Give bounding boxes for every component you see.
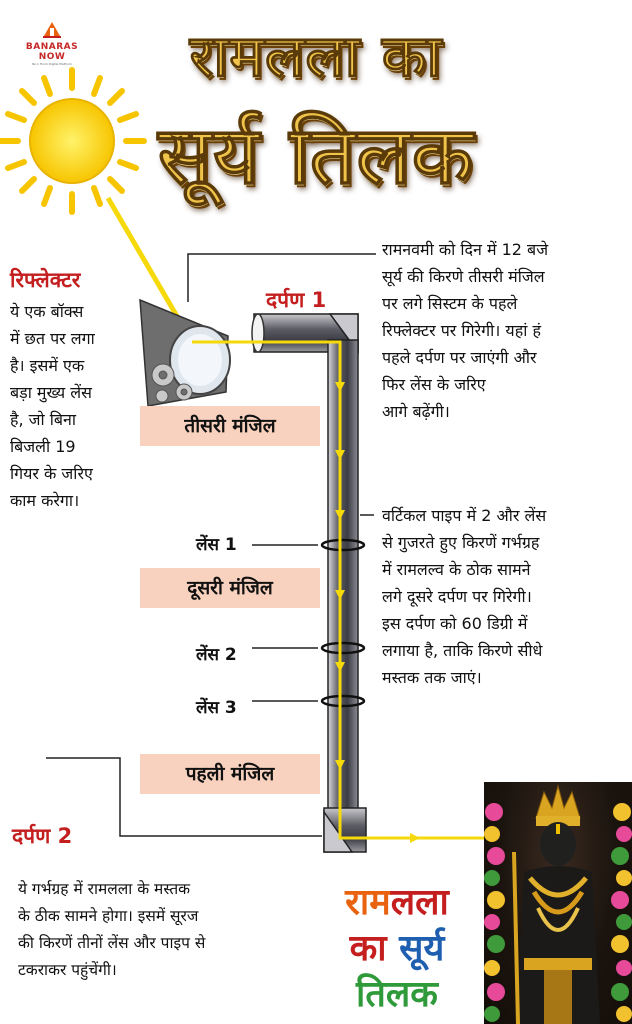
mirror-2-description bbox=[18, 876, 318, 984]
lens-2-label: लेंस 2 bbox=[196, 645, 237, 665]
logo-tagline: No.1 Hindi Digital Platform bbox=[32, 62, 72, 66]
logo-name-line1: BANARAS bbox=[25, 42, 79, 52]
note-middle bbox=[382, 502, 630, 691]
bottom-title-surya: सूर्य bbox=[399, 927, 445, 969]
lens-3-label: लेंस 3 bbox=[196, 698, 237, 718]
reflector-line: बिजली 19 bbox=[10, 437, 76, 456]
note-middle-line: लगाया है, ताकि किरणे सीधे bbox=[382, 641, 543, 660]
bottom-title-line3: तिलक bbox=[356, 973, 438, 1015]
reflector-line: बड़ा मुख्य लेंस bbox=[10, 383, 92, 402]
ram-lalla-idol-photo bbox=[484, 782, 632, 1024]
mirror-2-line: टकराकर पहुंचेंगी। bbox=[18, 961, 117, 979]
note-top-line: रामनवमी को दिन में 12 बजे bbox=[382, 240, 549, 259]
note-top-line: पहले दर्पण पर जाएंगी और bbox=[382, 348, 537, 367]
reflector-line: काम करेगा। bbox=[10, 491, 80, 510]
mirror-2-line: ये गर्भग्रह में रामलला के मस्तक bbox=[18, 880, 191, 898]
reflector-line: में छत पर लगा bbox=[10, 329, 95, 348]
note-middle-line: मस्तक तक जाएं। bbox=[382, 668, 482, 687]
note-top-line: पर लगे सिस्टम के पहले bbox=[382, 294, 518, 313]
mirror-1-label: दर्पण 1 bbox=[266, 288, 327, 312]
reflector-description bbox=[10, 298, 140, 514]
floor-third: तीसरी मंजिल bbox=[140, 406, 320, 446]
floor-first: पहली मंजिल bbox=[140, 754, 320, 794]
page-title-line2: सूर्य तिलक bbox=[157, 108, 475, 202]
logo-name-line2: NOW bbox=[38, 52, 66, 62]
note-middle-line: में रामलल्व के ठोक सामने bbox=[382, 560, 531, 579]
sun-icon bbox=[0, 70, 144, 212]
note-middle-line: लगे दूसरे दर्पण पर गिरेगी। bbox=[382, 587, 532, 606]
note-top-line: रिफ्लेक्टर पर गिरेगी। यहां हं bbox=[382, 321, 541, 340]
mirror-2-line: की किरणें तीनों लेंस और पाइप से bbox=[18, 934, 206, 952]
reflector-heading: रिफ्लेक्टर bbox=[10, 268, 81, 292]
reflector-box-icon bbox=[140, 300, 230, 406]
note-top-line: आगे बढ़ेंगी। bbox=[382, 402, 450, 421]
reflector-line: है, जो बिना bbox=[10, 410, 77, 429]
mirror-2-line: के ठीक सामने होगा। इसमें सूरज bbox=[18, 907, 199, 925]
note-middle-line: से गुजरते हुए किरणें गर्भग्रह bbox=[382, 533, 540, 552]
mirror-2-label: दर्पण 2 bbox=[12, 824, 73, 848]
bottom-title-line1 bbox=[322, 880, 472, 924]
reflector-line: ये एक बॉक्स bbox=[10, 302, 84, 321]
idol-illustration bbox=[484, 782, 632, 1024]
floor-second: दूसरी मंजिल bbox=[140, 568, 320, 608]
note-middle-line: इस दर्पण को 60 डिग्री में bbox=[382, 614, 528, 633]
note-top bbox=[382, 236, 630, 425]
note-top-line: फिर लेंस के जरिए bbox=[382, 375, 486, 394]
note-top-line: सूर्य की किरणे तीसरी मंजिल bbox=[382, 267, 545, 286]
reflector-line: गियर के जरिए bbox=[10, 464, 93, 483]
bottom-title-line2 bbox=[322, 926, 472, 970]
lens-1-label: लेंस 1 bbox=[196, 535, 237, 555]
bottom-title-ram: राम bbox=[345, 881, 391, 923]
bottom-title-lala: लला bbox=[390, 881, 449, 923]
page-title-line1: रामलला का bbox=[189, 22, 443, 90]
reflector-line: है। इसमें एक bbox=[10, 356, 85, 375]
note-middle-line: वर्टिकल पाइप में 2 और लेंस bbox=[382, 506, 547, 525]
bottom-title-ka: का bbox=[349, 927, 400, 969]
